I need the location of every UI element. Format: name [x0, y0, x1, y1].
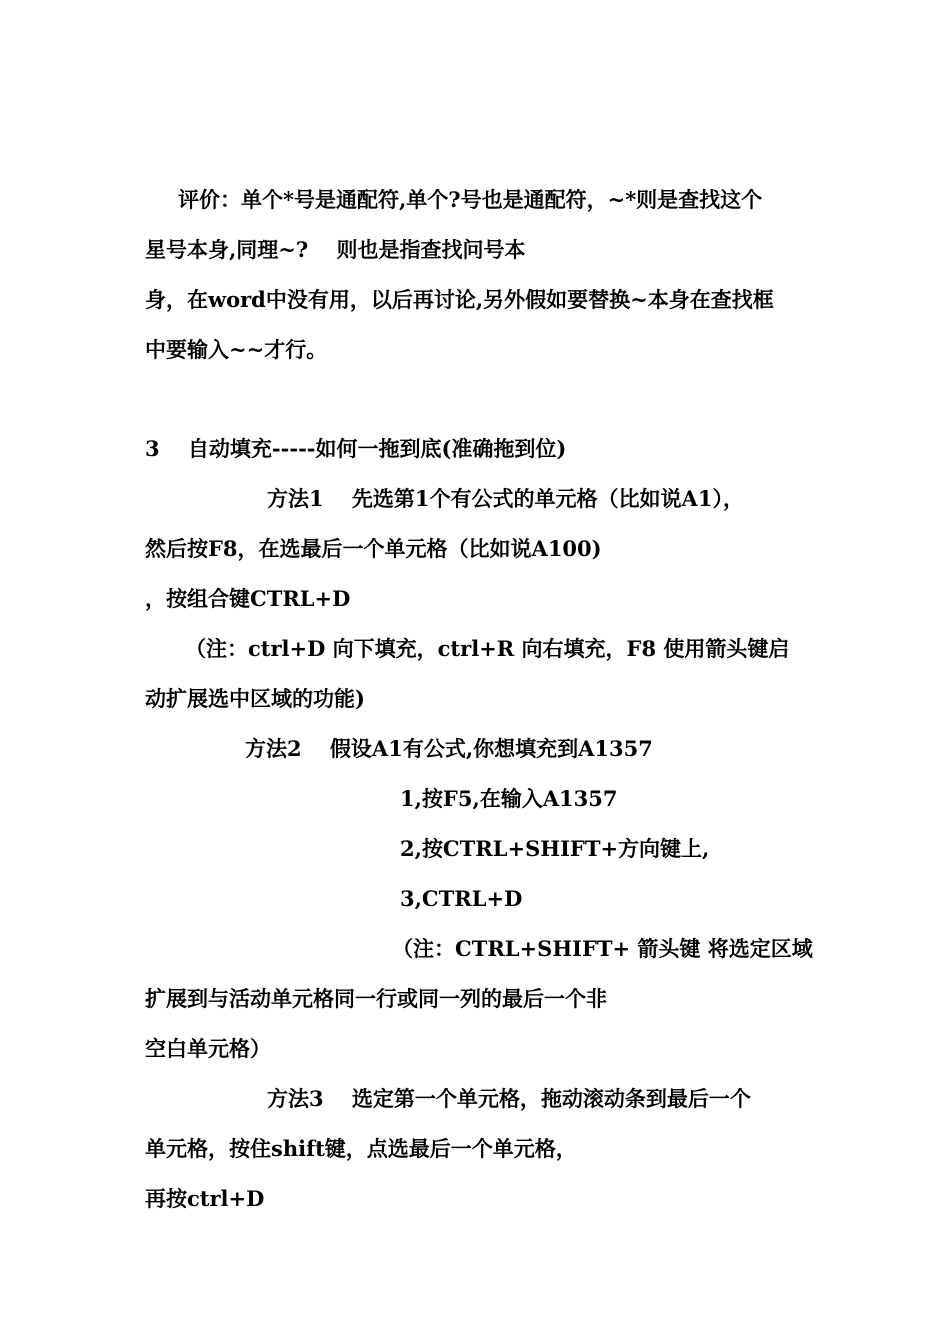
method-2-step-3: 3,CTRL+D [400, 886, 523, 911]
method-1-line-2: 然后按F8，在选最后一个单元格（比如说A100) [145, 536, 602, 561]
note-1-line-1: （注：ctrl+D 向下填充，ctrl+R 向右填充，F8 使用箭头键启 [185, 636, 790, 661]
method-3-line-2: 单元格，按住shift键，点选最后一个单元格， [145, 1136, 577, 1161]
note-2-line-1: （注：CTRL+SHIFT+ 箭头键 将选定区域 [392, 936, 813, 961]
note-1-line-2: 动扩展选中区域的功能) [145, 686, 365, 711]
text-line-4: 中要输入~~才行。 [145, 337, 328, 362]
method-3-line-3: 再按ctrl+D [145, 1186, 265, 1211]
text-line-2: 星号本身,同理~? 则也是指查找问号本 [145, 237, 526, 262]
method-3-line-1: 方法3 选定第一个单元格，拖动滚动条到最后一个 [267, 1086, 751, 1111]
method-1-line-3: ，按组合键CTRL+D [145, 586, 351, 611]
method-2-line-1: 方法2 假设A1有公式,你想填充到A1357 [245, 736, 653, 761]
text-line-3: 身，在word中没有用，以后再讨论,另外假如要替换~本身在查找框 [145, 287, 774, 312]
section-heading: 3 自动填充-----如何一拖到底(准确拖到位) [145, 436, 567, 461]
text-line-1: 评价：单个*号是通配符,单个?号也是通配符，~*则是查找这个 [178, 187, 763, 212]
note-2-line-2: 扩展到与活动单元格同一行或同一列的最后一个非 [145, 986, 607, 1011]
method-2-step-1: 1,按F5,在输入A1357 [400, 786, 618, 811]
note-2-line-3: 空白单元格） [145, 1036, 271, 1061]
method-2-step-2: 2,按CTRL+SHIFT+方向键上, [400, 836, 710, 861]
method-1-line-1: 方法1 先选第1个有公式的单元格（比如说A1）， [267, 486, 744, 511]
